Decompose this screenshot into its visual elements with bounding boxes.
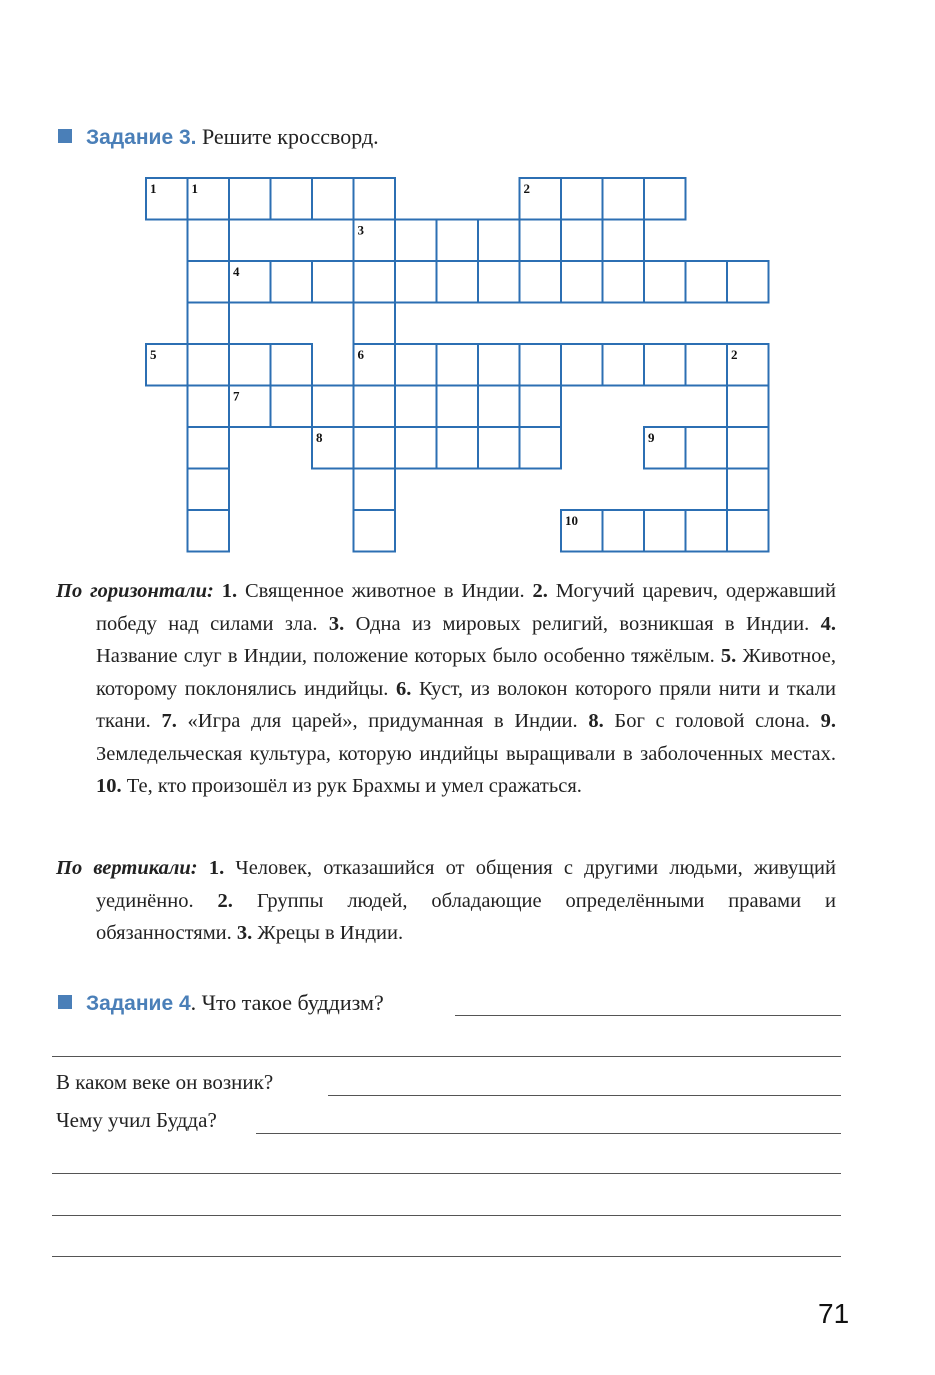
crossword-clue-number: 1 <box>150 181 157 196</box>
crossword-cell[interactable] <box>354 303 396 345</box>
crossword-cell[interactable] <box>354 469 396 511</box>
crossword-cell[interactable] <box>727 427 769 469</box>
clue-number: 1. <box>221 580 238 602</box>
crossword-cell[interactable] <box>520 344 562 386</box>
clue-text: Одна из мировых религий, возникшая в Индии. <box>344 612 821 635</box>
clue-item <box>237 922 403 944</box>
crossword-cell[interactable] <box>644 510 686 552</box>
task-4-question-1: . Что такое буддизм? <box>190 990 384 1015</box>
crossword-cell[interactable] <box>312 178 354 220</box>
clue-text: Бог с головой слона. <box>603 710 821 732</box>
crossword-cell[interactable] <box>561 344 603 386</box>
crossword-cell[interactable] <box>561 178 603 220</box>
clue-number: 5. <box>720 645 737 667</box>
crossword-cell[interactable] <box>727 386 769 428</box>
crossword-cell[interactable] <box>395 344 437 386</box>
crossword-cell[interactable] <box>188 510 230 552</box>
answer-line[interactable] <box>328 1095 841 1096</box>
crossword-cell[interactable] <box>644 261 686 303</box>
crossword-grid <box>0 0 935 600</box>
crossword-cell[interactable] <box>520 261 562 303</box>
crossword-clue-number: 2 <box>523 181 530 196</box>
crossword-clue-number: 10 <box>565 513 578 528</box>
answer-line[interactable] <box>52 1056 841 1057</box>
clue-text: «Игра для царей», придуманная в Индии. <box>176 710 589 732</box>
clue-number: 3. <box>328 612 345 635</box>
answer-line[interactable] <box>52 1256 841 1257</box>
crossword-cell[interactable] <box>271 344 313 386</box>
crossword-cell[interactable] <box>188 427 230 469</box>
crossword-cell[interactable] <box>395 220 437 262</box>
crossword-clue-number: 9 <box>648 430 655 445</box>
crossword-cell[interactable] <box>271 386 313 428</box>
clue-item <box>96 775 582 797</box>
crossword-cell[interactable] <box>561 220 603 262</box>
crossword-cell[interactable] <box>312 386 354 428</box>
crossword-cell[interactable] <box>188 386 230 428</box>
crossword-cell[interactable] <box>354 510 396 552</box>
crossword-cell[interactable] <box>520 220 562 262</box>
crossword-cell[interactable] <box>478 220 520 262</box>
clue-text: Группы людей, обладающие определёнными правами и обязанностями. <box>96 889 836 944</box>
clue-number: 10. <box>96 775 122 797</box>
vertical-label: По вертикали: <box>56 857 198 879</box>
crossword-cell[interactable] <box>603 261 645 303</box>
horizontal-clues <box>56 575 836 803</box>
clue-item <box>161 710 588 732</box>
crossword-cell[interactable] <box>354 261 396 303</box>
crossword-cell[interactable] <box>354 178 396 220</box>
clue-text: Жрецы в Индии. <box>252 922 404 944</box>
crossword-cell[interactable] <box>686 427 728 469</box>
crossword-cell[interactable] <box>603 510 645 552</box>
clue-number: 2. <box>532 580 548 602</box>
clue-number: 2. <box>217 889 233 912</box>
crossword-cell[interactable] <box>395 386 437 428</box>
task-4-question-2: В каком веке он возник? <box>56 1070 274 1094</box>
clue-number: 8. <box>588 710 604 732</box>
clue-text: Священное животное в Индии. <box>237 580 533 602</box>
crossword-cell[interactable] <box>644 344 686 386</box>
clue-text: Куст, из волокон которого пряли нити и ткали ткани. <box>96 677 837 732</box>
crossword-cell[interactable] <box>478 427 520 469</box>
crossword-cell[interactable] <box>271 178 313 220</box>
crossword-cell[interactable] <box>727 510 769 552</box>
crossword-cell[interactable] <box>520 386 562 428</box>
crossword-cell[interactable] <box>188 344 230 386</box>
crossword-clue-number: 7 <box>233 388 240 404</box>
crossword-cell[interactable] <box>686 344 728 386</box>
answer-line[interactable] <box>256 1133 841 1134</box>
crossword-cell[interactable] <box>437 386 479 428</box>
crossword-cell[interactable] <box>603 344 645 386</box>
crossword-cell[interactable] <box>395 261 437 303</box>
answer-line[interactable] <box>455 1015 841 1016</box>
crossword-cell[interactable] <box>644 178 686 220</box>
task-4-question-3: Чему учил Будда? <box>56 1108 217 1132</box>
crossword-cell[interactable] <box>478 344 520 386</box>
page-number: 71 <box>818 1298 850 1329</box>
crossword-cell[interactable] <box>354 386 396 428</box>
crossword-cell[interactable] <box>686 510 728 552</box>
clue-text: Название слуг в Индии, положение которых было особенно тяжёлым. <box>96 645 721 667</box>
crossword-cell[interactable] <box>478 386 520 428</box>
clue-item <box>588 710 820 732</box>
clue-text: Животное, которому поклонялись индийцы. <box>96 645 836 700</box>
task-4-heading <box>58 990 384 1016</box>
crossword-cell[interactable] <box>437 261 479 303</box>
crossword-clue-number: 8 <box>316 430 323 445</box>
crossword-cell[interactable] <box>271 261 313 303</box>
crossword-cell[interactable] <box>561 261 603 303</box>
clue-text: Могучий царевич, одержавший победу над силами зла. <box>96 580 836 635</box>
clue-number: 1. <box>208 857 225 879</box>
task-4-title: Задание 4 <box>86 992 191 1015</box>
answer-line[interactable] <box>52 1215 841 1216</box>
crossword-cell[interactable] <box>312 261 354 303</box>
answer-line[interactable] <box>52 1173 841 1174</box>
crossword-cell[interactable] <box>478 261 520 303</box>
crossword-clue-number: 6 <box>357 347 364 362</box>
task-3-title: Задание 3. <box>86 126 197 149</box>
horizontal-label: По горизонтали: <box>56 580 214 602</box>
task-3-instruction: Решите кроссворд. <box>201 124 379 149</box>
crossword-clue-number: 4 <box>233 264 240 279</box>
clue-item <box>222 580 533 602</box>
crossword-cell[interactable] <box>354 427 396 469</box>
clue-item <box>329 613 821 635</box>
crossword-cell[interactable] <box>229 344 271 386</box>
crossword-cell[interactable] <box>727 261 769 303</box>
clue-number: 7. <box>161 710 177 732</box>
crossword-clue-number: 2 <box>731 347 738 362</box>
square-bullet-icon <box>58 995 72 1009</box>
clue-text: Земледельческая культура, которую индийцы выращивали в заболоченных местах. <box>96 742 836 765</box>
crossword-cell[interactable] <box>229 178 271 220</box>
crossword-cell[interactable] <box>437 220 479 262</box>
crossword-cell[interactable] <box>188 303 230 345</box>
clue-text: Человек, отказашийся от общения с другими людьми, живущий уединённо. <box>96 857 836 912</box>
crossword-cell[interactable] <box>188 220 230 262</box>
crossword-cell[interactable] <box>727 469 769 511</box>
clue-number: 9. <box>820 710 837 732</box>
crossword-cell[interactable] <box>188 261 230 303</box>
crossword-clue-number: 1 <box>191 181 198 196</box>
crossword-clue-number: 3 <box>357 222 364 238</box>
crossword-cell[interactable] <box>395 427 437 469</box>
crossword-cell[interactable] <box>437 344 479 386</box>
crossword-cell[interactable] <box>603 220 645 262</box>
clue-number: 6. <box>396 677 412 700</box>
crossword-cell[interactable] <box>686 261 728 303</box>
crossword-cell[interactable] <box>188 469 230 511</box>
crossword-clue-number: 5 <box>150 347 157 362</box>
crossword-cell[interactable] <box>520 427 562 469</box>
clue-number: 4. <box>820 612 836 635</box>
clue-text: Те, кто произошёл из рук Брахмы и умел сражаться. <box>121 775 582 797</box>
vertical-clues <box>56 852 836 950</box>
clue-number: 3. <box>236 922 253 944</box>
crossword-cell[interactable] <box>437 427 479 469</box>
crossword-cell[interactable] <box>603 178 645 220</box>
